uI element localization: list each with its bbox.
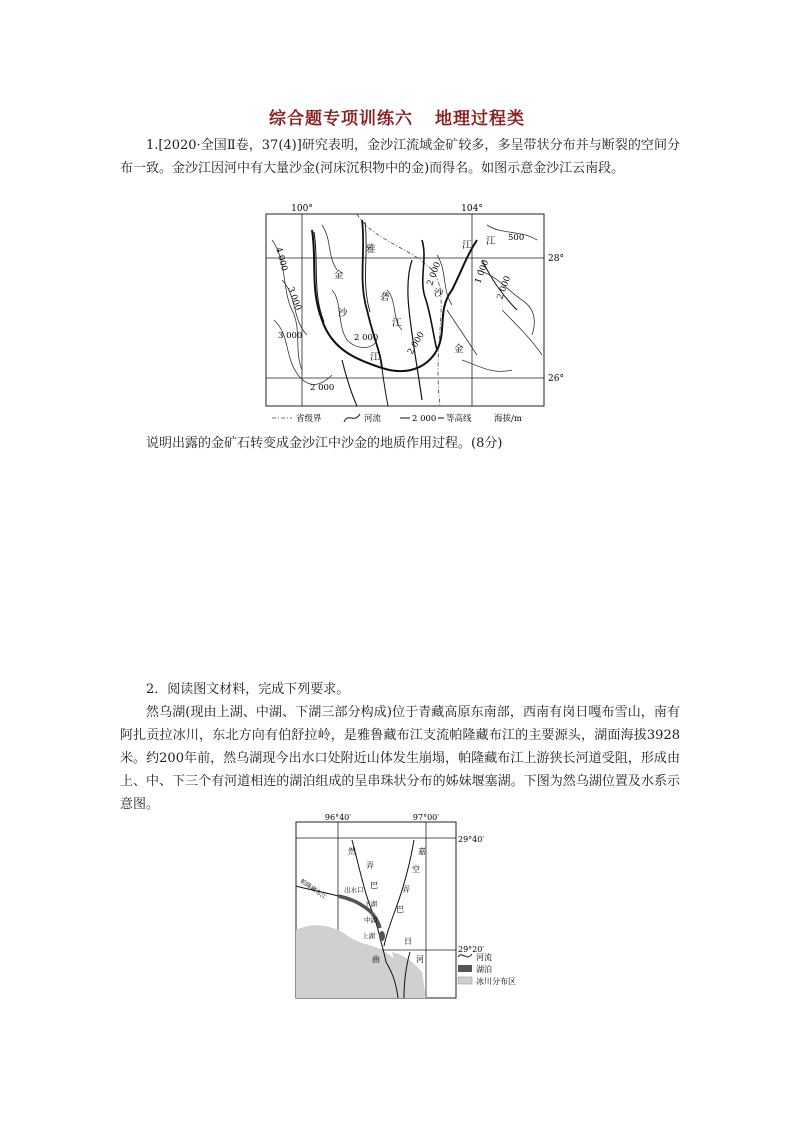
river-char: 江 bbox=[370, 352, 380, 363]
question-2-intro: 2．阅读图文材料，完成下列要求。 bbox=[146, 682, 350, 697]
map-label: 日 bbox=[404, 937, 412, 946]
river-char: 江 bbox=[392, 318, 402, 329]
contour-label: 2 000 bbox=[495, 274, 514, 302]
contour-label: 2 000 bbox=[310, 383, 335, 393]
map2-lat-top: 29°40′ bbox=[458, 835, 485, 844]
map-label: 出水口 bbox=[344, 886, 364, 894]
legend-river-symbol bbox=[458, 954, 472, 957]
map-label: 河 bbox=[416, 955, 424, 964]
map1-lat-top: 28° bbox=[548, 254, 564, 264]
river-char: 砻 bbox=[380, 292, 390, 303]
contour-label: 2 000 bbox=[354, 333, 379, 343]
legend-glacier: 冰川分布区 bbox=[476, 977, 516, 986]
map-label: 巴 bbox=[396, 905, 404, 914]
map1-lat-bottom: 26° bbox=[548, 374, 564, 384]
contour-label: 2 000 bbox=[425, 260, 444, 288]
map-label: 曲 bbox=[372, 955, 380, 964]
jinsha-river-map bbox=[262, 200, 562, 428]
legend-lake: 湖泊 bbox=[476, 965, 492, 974]
map-label: 中湖 bbox=[364, 916, 377, 924]
legend-contour: 等高线 bbox=[446, 414, 472, 424]
map-label: 下湖 bbox=[364, 900, 377, 908]
ranwu-lake-map bbox=[292, 812, 542, 1000]
question-1-intro: 1.[2020·全国Ⅱ卷，37(4)]研究表明，金沙江流域金矿较多，多呈带状分布并与断裂的空间分布一致。金沙江因河中有大量沙金(河床沉积物中的金)而得名。如图示意金沙江云南段。 bbox=[120, 138, 680, 176]
legend-glacier-symbol bbox=[458, 977, 472, 984]
legend-elevation: 海拔/m bbox=[494, 414, 522, 424]
legend-river-symbol bbox=[344, 414, 360, 422]
page-title: 综合题专项训练六 地理过程类 bbox=[269, 109, 525, 129]
legend-river: 河流 bbox=[364, 414, 382, 424]
legend-boundary: 省级界 bbox=[296, 414, 322, 424]
map1-lon-right: 104° bbox=[461, 204, 483, 214]
map2-lon-left: 96°40′ bbox=[324, 813, 352, 822]
river-char: 雅 bbox=[366, 244, 376, 255]
map2-lon-right: 97°00′ bbox=[412, 813, 440, 822]
contour-label: 4 000 bbox=[273, 246, 290, 273]
map1-lon-left: 100° bbox=[291, 204, 313, 214]
map2-lat-bottom: 29°20′ bbox=[458, 945, 485, 954]
map-label: 然 bbox=[348, 847, 356, 856]
question-2-body: 然乌湖(现由上湖、中湖、下湖三部分构成)位于青藏高原东南部，西南有岗日嘎布雪山，南有阿扎贡拉冰川，东北方向有伯舒拉岭，是雅鲁藏布江支流帕隆藏布江的主要源头，湖面海拔3928米。约200年前，然乌湖现今出水口处附近山体发生崩塌，帕隆藏布江上游狭长河道受阻，形成由上、中、下三个有河道相连的湖泊组成的呈串珠状分布的姊妹堰塞湖。下图为然乌湖位置及水系示意图。 bbox=[120, 705, 680, 812]
question-1-prompt: 说明出露的金矿石转变成金沙江中沙金的地质作用过程。(8分) bbox=[146, 436, 503, 451]
river-char: 沙 bbox=[434, 288, 444, 299]
river-char: 沙 bbox=[338, 308, 348, 319]
legend-lake-symbol bbox=[458, 965, 472, 972]
contour-label: 1 000 bbox=[473, 258, 492, 286]
map-label: 帕隆藏布江 bbox=[298, 877, 328, 901]
map-label: 空 bbox=[412, 865, 420, 874]
map-label: 嘉 bbox=[418, 847, 426, 856]
contour-label: 2 000 bbox=[405, 330, 427, 357]
map-label: 弄 bbox=[402, 885, 410, 894]
contour-label: 500 bbox=[508, 233, 525, 243]
map-label: 巴 bbox=[370, 881, 378, 890]
river-char: 金 bbox=[334, 270, 344, 281]
river-char: 江 bbox=[462, 240, 472, 251]
river-char: 江 bbox=[486, 236, 496, 247]
map-label: 弄 bbox=[366, 861, 374, 870]
legend-contour-value: 2 000 bbox=[412, 414, 437, 424]
contour-label: 3 000 bbox=[278, 331, 303, 341]
map-label: 上湖 bbox=[362, 932, 375, 940]
river-char: 金 bbox=[454, 344, 464, 355]
legend-river: 河流 bbox=[476, 953, 492, 962]
contour-label: 3 000 bbox=[285, 285, 303, 312]
